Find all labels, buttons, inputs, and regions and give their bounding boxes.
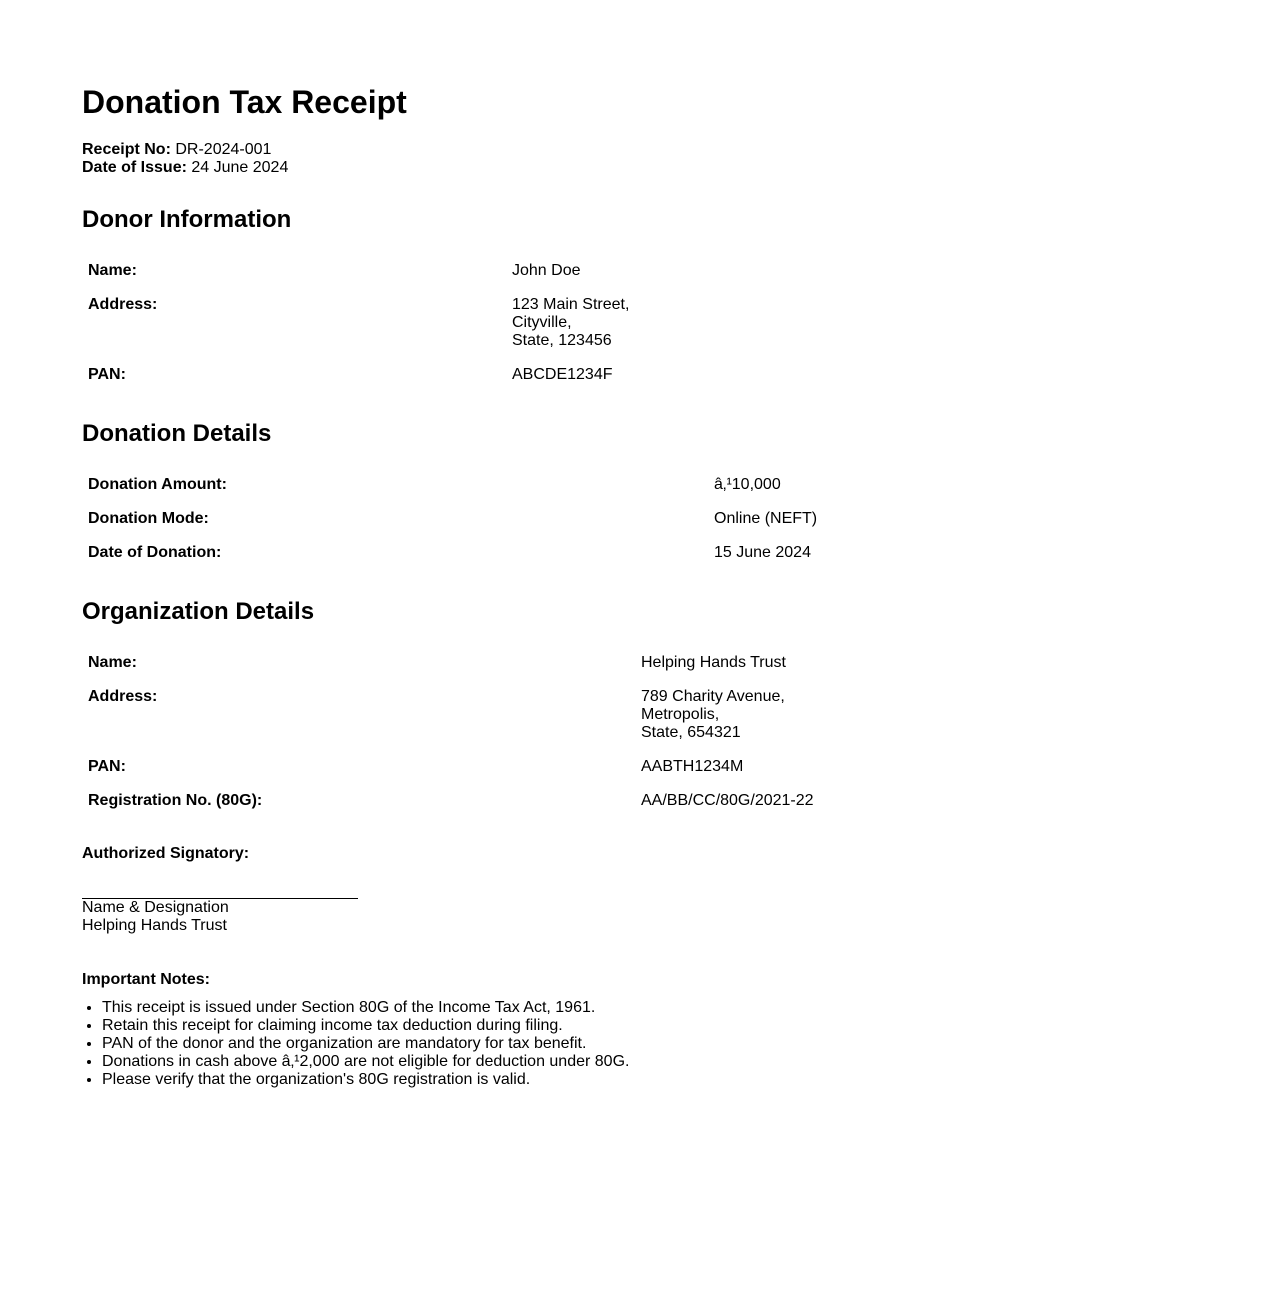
donor-table	[82, 253, 952, 393]
organization-pan-value: AABTH1234M	[641, 758, 744, 775]
donor-pan-row	[84, 359, 950, 391]
donation-mode-row	[84, 503, 1080, 535]
donation-mode-label: Donation Mode:	[88, 510, 209, 527]
organization-registration-label: Registration No. (80G):	[88, 792, 263, 809]
receipt-number-row	[82, 141, 288, 159]
organization-address-row	[84, 681, 1080, 749]
donor-name-row	[84, 255, 950, 287]
donation-date-label: Date of Donation:	[88, 544, 222, 561]
donation-amount-row	[84, 469, 1080, 501]
donation-mode-value: Online (NEFT)	[714, 510, 818, 527]
organization-pan-row	[84, 751, 1080, 783]
note-item: • Retain this receipt for claiming income tax deduction during filing.	[102, 1017, 629, 1035]
donation-date-value: 15 June 2024	[714, 544, 811, 561]
donor-address-value	[508, 289, 950, 357]
donation-date-row	[84, 537, 1080, 569]
organization-address-value	[637, 681, 1080, 749]
page-title: Donation Tax Receipt	[82, 84, 407, 120]
signatory-label: Authorized Signatory:	[82, 845, 250, 862]
organization-section-heading: Organization Details	[82, 598, 315, 625]
donor-address-row	[84, 289, 950, 357]
organization-table	[82, 645, 1082, 819]
issue-date-label: Date of Issue:	[82, 159, 187, 176]
receipt-number-label: Receipt No:	[82, 141, 171, 158]
organization-address-line: State, 654321	[641, 724, 741, 741]
note-item: • This receipt is issued under Section 80G of the Income Tax Act, 1961.	[102, 999, 629, 1017]
organization-address-line: Metropolis,	[641, 706, 720, 723]
organization-registration-row	[84, 785, 1080, 817]
donor-address-line: Cityville,	[512, 314, 572, 331]
note-item: • PAN of the donor and the organization are mandatory for tax benefit.	[102, 1035, 629, 1053]
donor-address-line: State, 123456	[512, 332, 612, 349]
signatory-organization: Helping Hands Trust	[82, 917, 227, 934]
note-item: • Please verify that the organization's 80G registration is valid.	[102, 1071, 629, 1089]
organization-name-value: Helping Hands Trust	[641, 654, 786, 671]
notes-list	[82, 999, 629, 1089]
receipt-number-value: DR-2024-001	[175, 141, 272, 158]
receipt-meta	[82, 141, 288, 177]
donation-section-heading: Donation Details	[82, 420, 272, 447]
organization-pan-label: PAN:	[88, 758, 126, 775]
organization-address-label: Address:	[88, 688, 158, 705]
organization-name-row	[84, 647, 1080, 679]
donor-name-label: Name:	[88, 262, 137, 279]
donor-pan-label: PAN:	[88, 366, 126, 383]
donor-name-value: John Doe	[512, 262, 581, 279]
organization-address-line: 789 Charity Avenue,	[641, 688, 785, 705]
signatory-designation: Name & Designation	[82, 899, 229, 916]
signatory-details	[82, 899, 229, 935]
donor-address-label: Address:	[88, 296, 158, 313]
notes-title: Important Notes:	[82, 971, 210, 988]
organization-registration-value: AA/BB/CC/80G/2021-22	[641, 792, 814, 809]
note-item: • Donations in cash above â‚¹2,000 are not eligible for deduction under 80G.	[102, 1053, 629, 1071]
donor-pan-value: ABCDE1234F	[512, 366, 613, 383]
donor-address-line: 123 Main Street,	[512, 296, 630, 313]
issue-date-row	[82, 159, 288, 177]
organization-name-label: Name:	[88, 654, 137, 671]
donation-amount-value: â‚¹10,000	[714, 476, 781, 493]
donor-section-heading: Donor Information	[82, 206, 292, 233]
issue-date-value: 24 June 2024	[191, 159, 289, 176]
donation-amount-label: Donation Amount:	[88, 476, 227, 493]
donation-table	[82, 467, 1082, 571]
